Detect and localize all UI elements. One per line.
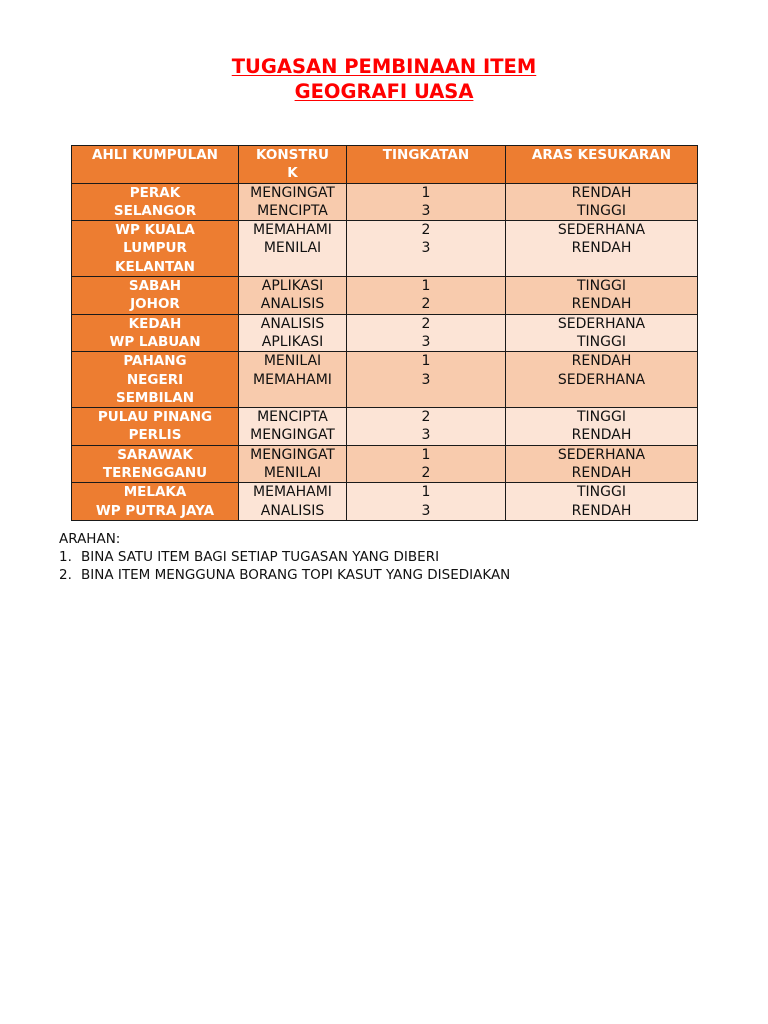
aras-line: TINGGI — [577, 202, 626, 219]
aras-cell — [506, 314, 698, 352]
group-line: SABAH — [128, 278, 182, 295]
group-cell — [72, 221, 239, 277]
group-line: KELANTAN — [115, 258, 195, 275]
tingkatan-line: 1 — [421, 278, 431, 295]
table-row — [72, 445, 698, 483]
konstruk-line: MENGINGAT — [250, 184, 335, 201]
instruction-item-1 — [59, 548, 510, 566]
konstruk-line: MENGINGAT — [250, 446, 335, 463]
header-ahli-kumpulan: AHLI KUMPULAN — [72, 146, 239, 184]
konstruk-line: MENILAI — [263, 240, 322, 257]
group-line: JOHOR — [130, 296, 180, 313]
aras-cell — [506, 483, 698, 521]
aras-line: TINGGI — [577, 409, 626, 426]
konstruk-line: MENGINGAT — [250, 427, 335, 444]
header-konstruk — [239, 146, 347, 184]
tingkatan-line: 2 — [421, 465, 431, 482]
aras-line: TINGGI — [577, 484, 626, 501]
tingkatan-line: 2 — [421, 409, 431, 426]
aras-line: RENDAH — [571, 353, 632, 370]
aras-line: TINGGI — [577, 278, 626, 295]
konstruk-line: ANALISIS — [260, 315, 325, 332]
group-line: WP LABUAN — [109, 333, 201, 350]
tingkatan-cell — [347, 445, 506, 483]
konstruk-cell — [239, 221, 347, 277]
aras-line: RENDAH — [571, 296, 632, 313]
group-line: SELANGOR — [113, 202, 197, 219]
aras-line: RENDAH — [571, 502, 632, 519]
aras-cell — [506, 277, 698, 315]
konstruk-line: MENILAI — [263, 465, 322, 482]
title-line-2: GEOGRAFI UASA — [294, 80, 474, 103]
tingkatan-cell — [347, 352, 506, 408]
instructions — [59, 530, 510, 584]
group-line: WP KUALA — [115, 222, 195, 239]
aras-line: RENDAH — [571, 465, 632, 482]
konstruk-cell — [239, 314, 347, 352]
konstruk-line: APLIKASI — [261, 333, 324, 350]
konstruk-cell — [239, 408, 347, 446]
header-konstruk-line-2: K — [287, 165, 298, 182]
konstruk-cell — [239, 183, 347, 221]
document-title — [0, 54, 768, 104]
group-line: NEGERI — [126, 371, 184, 388]
instruction-text: BINA SATU ITEM BAGI SETIAP TUGASAN YANG DIBERI — [81, 549, 440, 565]
group-line: TERENGGANU — [102, 465, 208, 482]
konstruk-cell — [239, 277, 347, 315]
aras-line: TINGGI — [577, 333, 626, 350]
header-tingkatan: TINGKATAN — [347, 146, 506, 184]
group-line: SARAWAK — [117, 446, 193, 463]
group-cell — [72, 408, 239, 446]
tingkatan-cell — [347, 483, 506, 521]
assignment-table — [71, 145, 698, 521]
aras-line: SEDERHANA — [557, 446, 646, 463]
group-cell — [72, 183, 239, 221]
instruction-item-2 — [59, 566, 510, 584]
tingkatan-line: 1 — [421, 446, 431, 463]
aras-cell — [506, 221, 698, 277]
table-header-row — [72, 146, 698, 184]
tingkatan-line: 2 — [421, 296, 431, 313]
tingkatan-cell — [347, 314, 506, 352]
tingkatan-cell — [347, 221, 506, 277]
aras-line: SEDERHANA — [557, 222, 646, 239]
aras-cell — [506, 183, 698, 221]
konstruk-line: MENCIPTA — [257, 409, 328, 426]
konstruk-line: MEMAHAMI — [253, 222, 332, 239]
tingkatan-line: 3 — [421, 240, 431, 257]
group-line: PULAU PINANG — [97, 409, 213, 426]
aras-line: RENDAH — [571, 427, 632, 444]
group-line: WP PUTRA JAYA — [95, 502, 215, 519]
tingkatan-line: 3 — [421, 371, 431, 388]
table-row — [72, 314, 698, 352]
table-row — [72, 483, 698, 521]
group-cell — [72, 277, 239, 315]
title-line-1: TUGASAN PEMBINAAN ITEM — [231, 55, 537, 78]
group-cell — [72, 352, 239, 408]
group-line: SEMBILAN — [115, 389, 195, 406]
tingkatan-line: 3 — [421, 202, 431, 219]
tingkatan-cell — [347, 277, 506, 315]
group-line: PERLIS — [128, 427, 182, 444]
group-line: PAHANG — [123, 353, 187, 370]
aras-line: RENDAH — [571, 240, 632, 257]
tingkatan-line: 3 — [421, 427, 431, 444]
tingkatan-cell — [347, 183, 506, 221]
aras-line: SEDERHANA — [557, 315, 646, 332]
instruction-number: 1. — [59, 549, 72, 565]
konstruk-line: MEMAHAMI — [253, 371, 332, 388]
aras-cell — [506, 352, 698, 408]
table-row — [72, 183, 698, 221]
aras-line: SEDERHANA — [557, 371, 646, 388]
table-row — [72, 221, 698, 277]
group-line: LUMPUR — [123, 240, 187, 257]
konstruk-line: APLIKASI — [261, 278, 324, 295]
group-cell — [72, 445, 239, 483]
tingkatan-line: 1 — [421, 184, 431, 201]
konstruk-line: ANALISIS — [260, 502, 325, 519]
group-line: MELAKA — [123, 484, 187, 501]
instruction-text: BINA ITEM MENGGUNA BORANG TOPI KASUT YANG DISEDIAKAN — [81, 567, 511, 583]
konstruk-cell — [239, 352, 347, 408]
group-cell — [72, 314, 239, 352]
tingkatan-line: 2 — [421, 315, 431, 332]
konstruk-line: MENCIPTA — [257, 202, 328, 219]
tingkatan-cell — [347, 408, 506, 446]
konstruk-cell — [239, 483, 347, 521]
group-line: PERAK — [129, 184, 181, 201]
group-line: KEDAH — [128, 315, 182, 332]
konstruk-cell — [239, 445, 347, 483]
table-row — [72, 408, 698, 446]
tingkatan-line: 2 — [421, 222, 431, 239]
table-row — [72, 352, 698, 408]
instructions-heading: ARAHAN: — [59, 531, 121, 547]
tingkatan-line: 1 — [421, 484, 431, 501]
table-row — [72, 277, 698, 315]
aras-cell — [506, 445, 698, 483]
header-konstruk-line-1: KONSTRU — [256, 147, 329, 163]
instruction-number: 2. — [59, 567, 72, 583]
konstruk-line: MENILAI — [263, 353, 322, 370]
header-aras-kesukaran: ARAS KESUKARAN — [506, 146, 698, 184]
group-cell — [72, 483, 239, 521]
tingkatan-line: 3 — [421, 502, 431, 519]
konstruk-line: ANALISIS — [260, 296, 325, 313]
tingkatan-line: 1 — [421, 353, 431, 370]
aras-cell — [506, 408, 698, 446]
konstruk-line: MEMAHAMI — [253, 484, 332, 501]
tingkatan-line: 3 — [421, 333, 431, 350]
aras-line: RENDAH — [571, 184, 632, 201]
